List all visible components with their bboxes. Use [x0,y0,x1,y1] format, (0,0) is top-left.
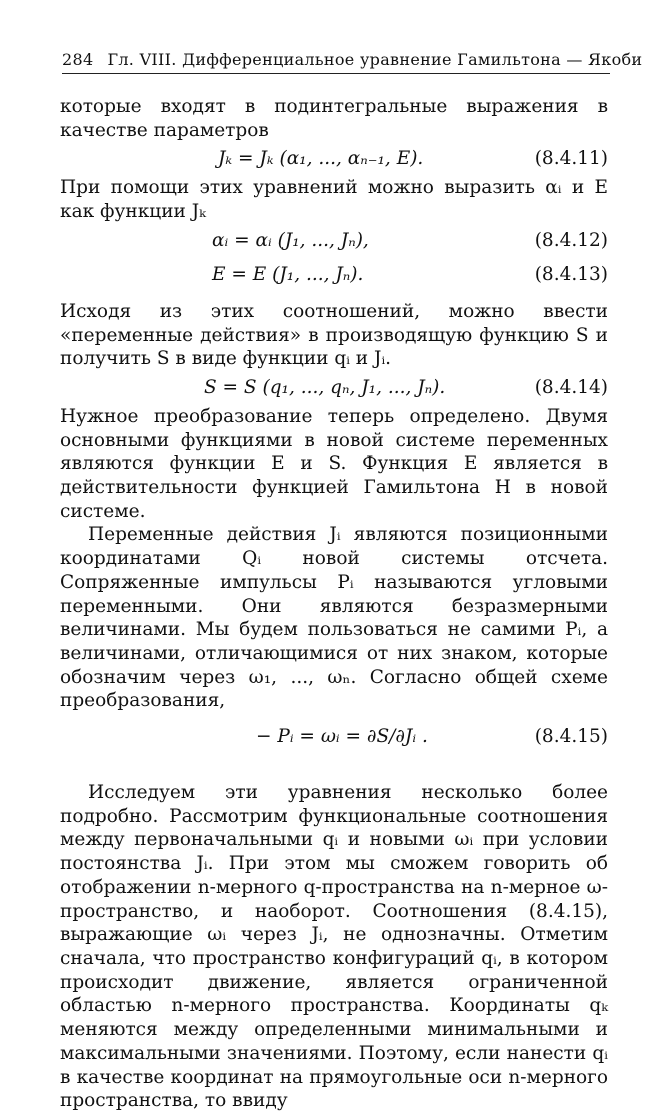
paragraph-3: Исходя из этих соотношений, можно ввести «переменные действия» в производящую функцию S и получить S в виде функции qᵢ и Jᵢ. [60,300,608,370]
running-header [62,50,643,74]
paragraph-2: При помощи этих уравнений можно выразить αᵢ и E как функции Jₖ [60,177,608,223]
equation-formula: E = E (J₁, ..., Jₙ). [212,263,364,285]
equation-number: (8.4.11) [534,148,608,170]
page-body [60,95,608,1113]
equation-8-4-12 [60,224,608,258]
equation-number: (8.4.12) [534,229,608,251]
equation-formula: S = S (q₁, ..., qₙ, J₁, ..., Jₙ). [204,376,446,398]
equation-number: (8.4.14) [534,376,608,398]
equation-formula: αᵢ = αᵢ (J₁, ..., Jₙ), [212,229,369,251]
chapter-title: Гл. VIII. Дифференциальное уравнение Гамильтона — Якоби [107,50,643,69]
equation-8-4-11 [60,142,608,176]
equation-8-4-15 [60,713,608,763]
equation-number: (8.4.15) [534,726,608,748]
paragraph-1: которые входят в подинтегральные выражения в качестве параметров [60,96,608,141]
equation-8-4-13 [60,258,608,292]
page-number: 284 [62,50,94,69]
equation-formula: − Pᵢ = ωᵢ = ∂S/∂Jᵢ . [256,726,428,748]
paragraph-5: Переменные действия Jᵢ являются позиционными координатами Qᵢ новой системы отсчета. Сопряженные импульсы Pᵢ называются угловыми переменными. Они являются безразмерными величинами. Мы будем пользоваться не самими Pᵢ, а величинами, отличающимися от них знаком, которые обозначим через ω₁, ..., ωₙ. Согласно общей схеме преобразования, [60,524,608,712]
paragraph-6: Исследуем эти уравнения несколько более подробно. Рассмотрим функциональные соотношения между первоначальными qᵢ и новыми ωᵢ при условии постоянства Jᵢ. При этом мы сможем говорить об отображении n-мерного q-пространства на n-мерное ω-пространство, и наоборот. Соотношения (8.4.15), выражающие ωᵢ через Jᵢ, не однозначны. Отметим сначала, что пространство конфигураций qᵢ, в котором происходит движение, является ограниченной областью n-мерного пространства. Координаты qₖ меняются между определенными минимальными и максимальными значениями. Поэтому, если нанести qᵢ в качестве координат на прямоугольные оси n-мерного пространства, то ввиду [60,782,608,1112]
equation-formula: Jₖ = Jₖ (α₁, ..., αₙ₋₁, E). [218,148,424,170]
equation-number: (8.4.13) [534,263,608,285]
paragraph-4: Нужное преобразование теперь определено. Двумя основными функциями в новой системе переменных являются функции E и S. Функция E является в действительности функцией Гамильтона H в новой системе. [60,405,608,522]
equation-8-4-14 [60,371,608,405]
